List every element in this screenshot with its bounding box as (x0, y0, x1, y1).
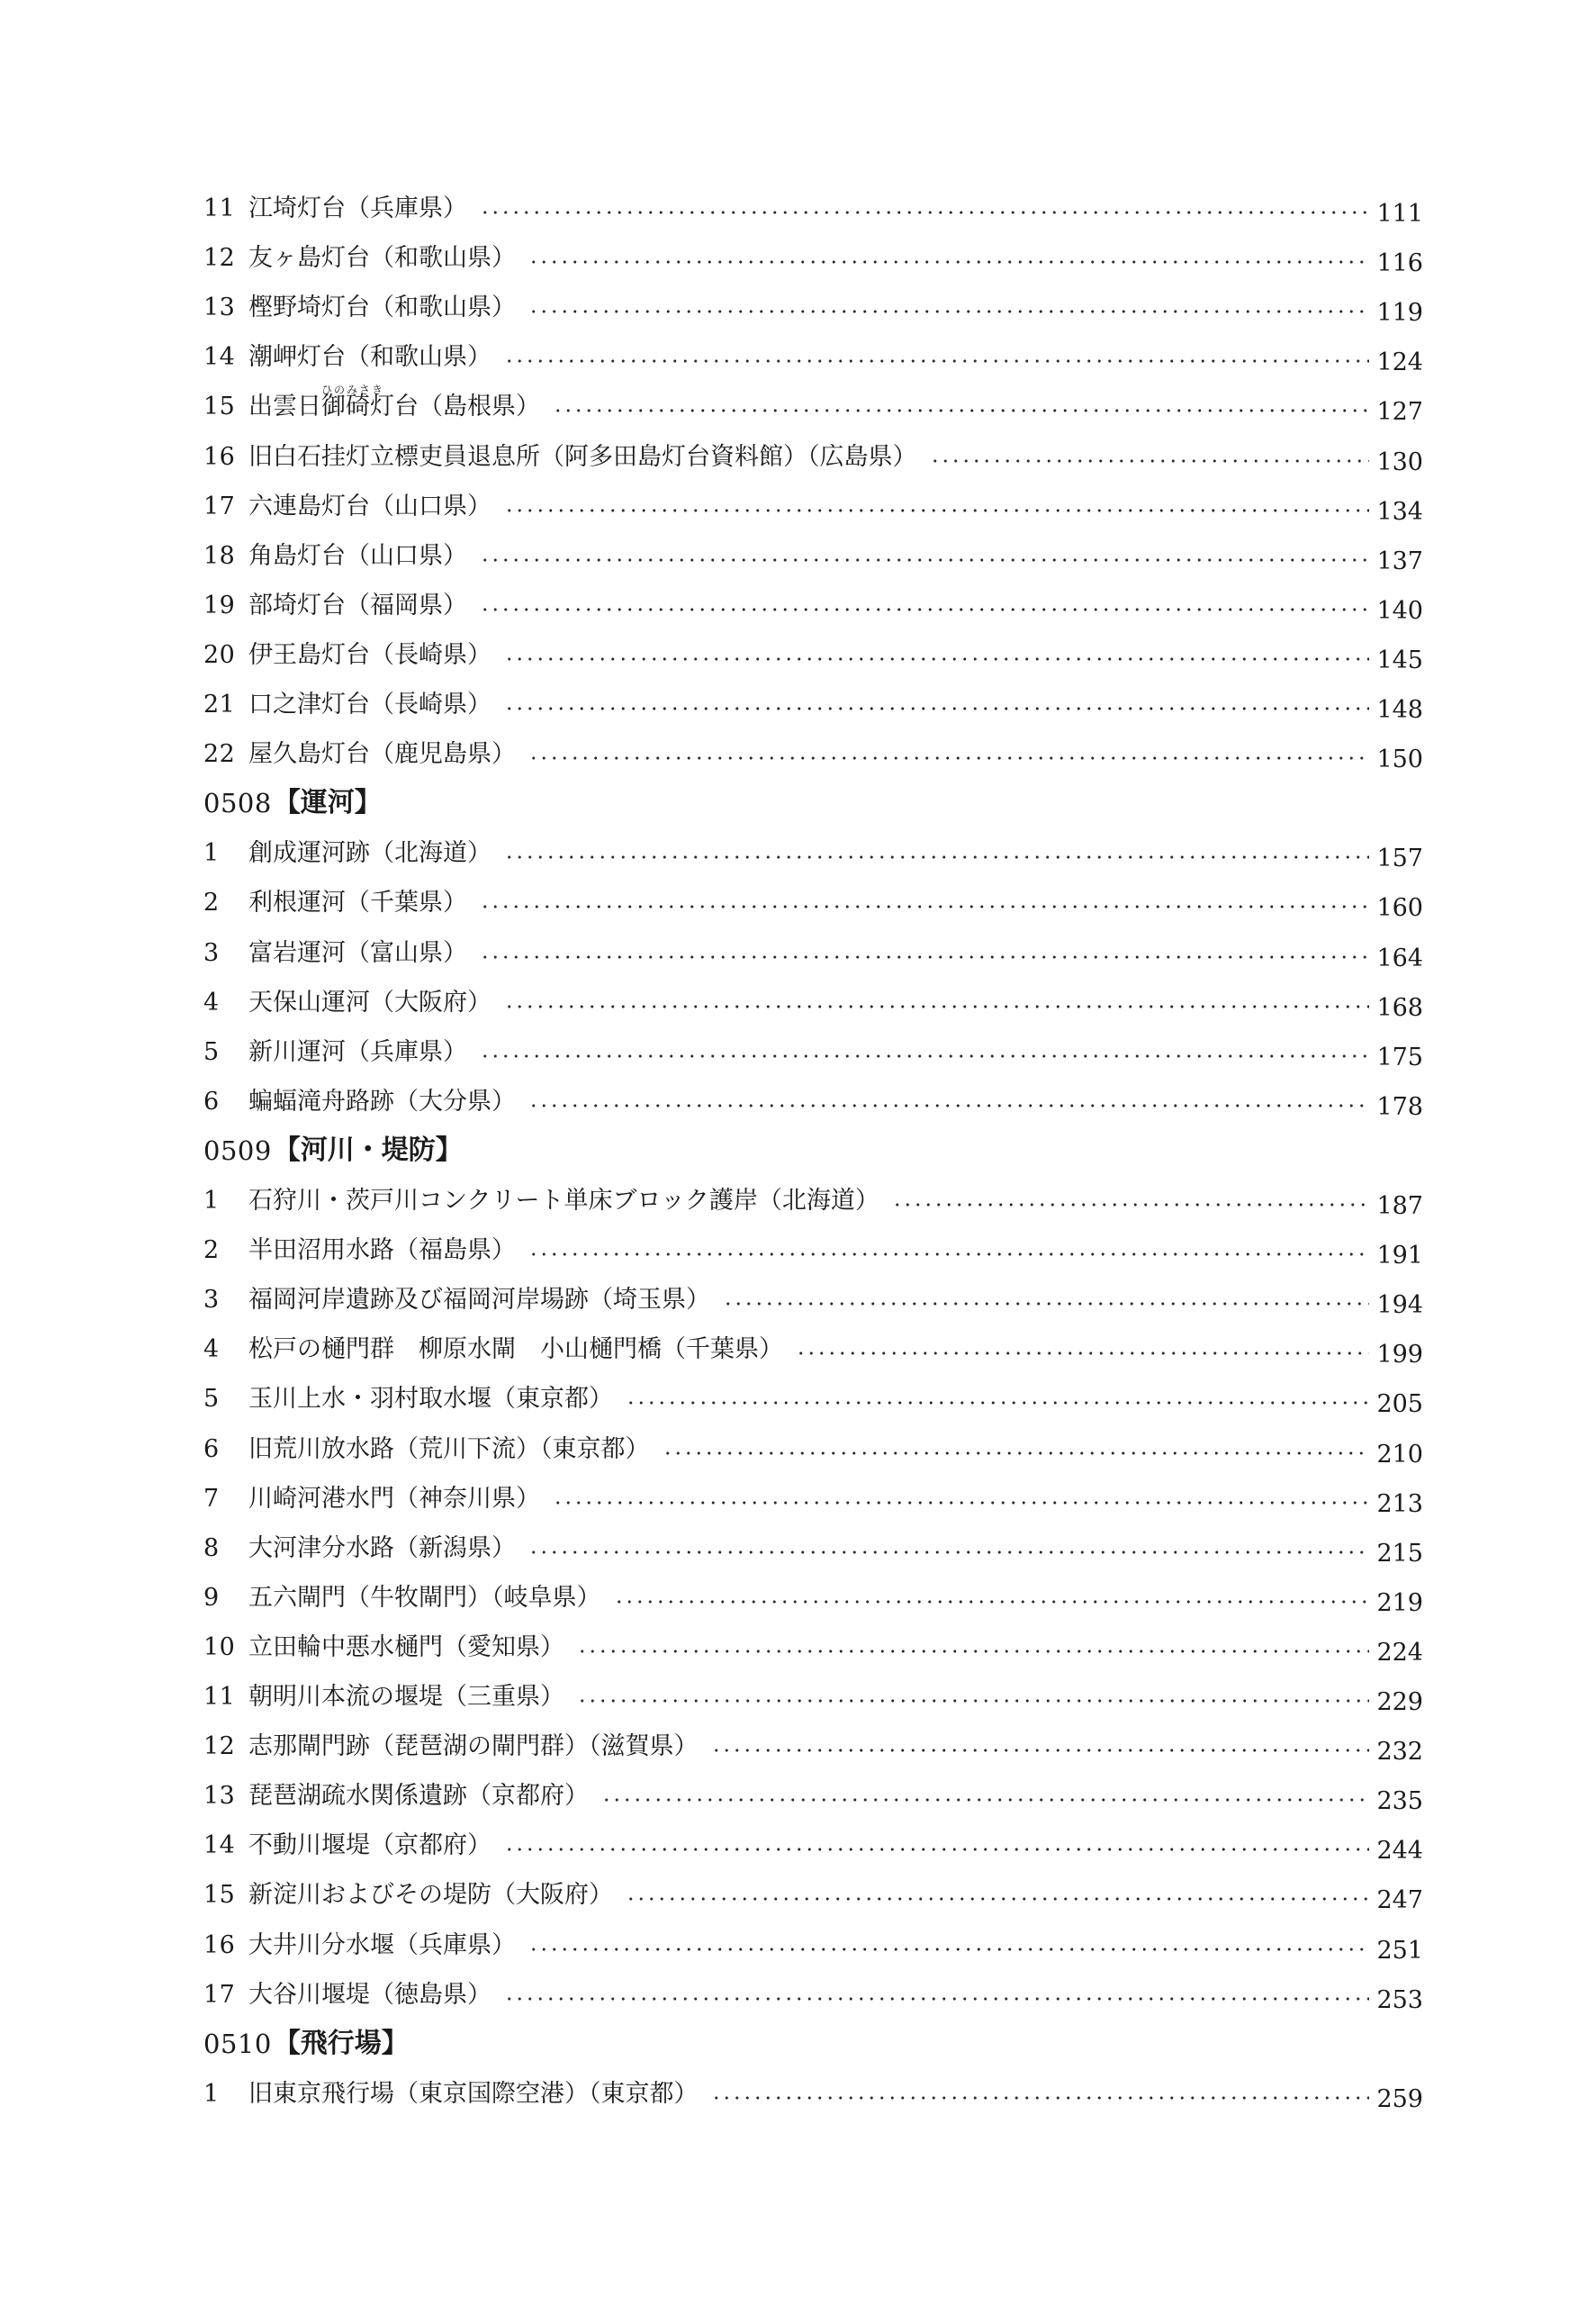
dot-leader (504, 358, 1369, 364)
entry-page-number: 160 (1376, 894, 1423, 923)
toc-entry[interactable] (203, 528, 1423, 575)
entry-number: 3 (203, 938, 220, 967)
entry-page-number: 213 (1376, 1489, 1423, 1518)
entry-number: 13 (203, 294, 236, 322)
entry-title: 富岩運河（富山県） (248, 938, 467, 967)
entry-number: 15 (203, 393, 236, 421)
dot-leader (504, 656, 1369, 662)
dot-leader (480, 1053, 1369, 1059)
toc-entry[interactable] (203, 1271, 1423, 1320)
toc-entry[interactable] (203, 1470, 1423, 1518)
toc-entry[interactable] (203, 1172, 1423, 1220)
entry-page-number: 229 (1376, 1688, 1423, 1716)
entry-page-number: 244 (1376, 1837, 1423, 1866)
entry-page-number: 253 (1376, 1985, 1423, 2014)
dot-leader (711, 2095, 1370, 2101)
entry-title (248, 384, 540, 421)
toc-entry[interactable] (203, 478, 1423, 526)
dot-leader (553, 408, 1369, 413)
entry-page-number: 199 (1376, 1341, 1423, 1369)
dot-leader (528, 755, 1369, 761)
toc-entry[interactable] (203, 874, 1423, 923)
entry-title: 大井川分水堰（兵庫県） (248, 1930, 516, 1959)
section-code: 0508 (203, 788, 272, 819)
entry-page-number: 130 (1376, 447, 1423, 476)
dot-leader (480, 954, 1369, 960)
entry-title: 創成運河跡（北海道） (248, 839, 491, 868)
entry-number: 16 (203, 442, 236, 471)
dot-leader (480, 904, 1369, 909)
entry-number: 5 (203, 1037, 220, 1066)
dot-leader (528, 259, 1369, 265)
dot-leader (504, 1847, 1369, 1852)
entry-number: 12 (203, 1732, 236, 1761)
entry-title: 旧荒川放水路（荒川下流）（東京都） (248, 1434, 650, 1463)
toc-entry[interactable] (203, 1370, 1423, 1419)
entry-number: 4 (203, 988, 220, 1017)
dot-leader (723, 1301, 1369, 1306)
dot-leader (663, 1451, 1370, 1456)
entry-page-number: 215 (1376, 1539, 1423, 1568)
dot-leader (577, 1698, 1369, 1704)
toc-entry[interactable] (203, 1222, 1423, 1270)
entry-page-number: 219 (1376, 1588, 1423, 1617)
toc-entry[interactable] (203, 1817, 1423, 1866)
entry-title: 石狩川・茨戸川コンクリート単床ブロック護岸（北海道） (248, 1187, 879, 1215)
dot-leader (480, 607, 1369, 612)
entry-title: 六連島灯台（山口県） (248, 492, 491, 520)
toc-entry[interactable] (203, 1966, 1423, 2014)
entry-title: 半田沼用水路（福島県） (248, 1236, 516, 1265)
toc-entry[interactable] (203, 577, 1423, 625)
section-label: 【運河】 (273, 787, 382, 819)
entry-page-number: 178 (1376, 1092, 1423, 1121)
entry-title: 福岡河岸遺跡及び福岡河岸場跡（埼玉県） (248, 1286, 710, 1315)
dot-leader (528, 309, 1369, 314)
entry-title: 新川運河（兵庫県） (248, 1037, 467, 1066)
toc-entry[interactable] (203, 1767, 1423, 1816)
toc-entry[interactable] (203, 230, 1423, 278)
entry-page-number: 194 (1376, 1291, 1423, 1320)
entry-page-number: 164 (1376, 944, 1423, 972)
dot-leader (504, 706, 1369, 711)
toc-entry[interactable] (203, 925, 1423, 972)
toc-entry[interactable] (203, 676, 1423, 724)
entry-page-number: 150 (1376, 746, 1423, 774)
toc-entry[interactable] (203, 1619, 1423, 1667)
entry-title: 志那閘門跡（琵琶湖の閘門群）（滋賀県） (248, 1732, 699, 1761)
section-label: 【河川・堤防】 (273, 1134, 463, 1166)
entry-page-number: 259 (1376, 2084, 1423, 2113)
toc-entry[interactable] (203, 1024, 1423, 1071)
entry-number: 15 (203, 1881, 236, 1910)
entry-page-number: 224 (1376, 1638, 1423, 1667)
entry-number: 5 (203, 1385, 220, 1414)
section-code: 0509 (203, 1134, 272, 1166)
entry-number: 11 (203, 194, 236, 222)
dot-leader (528, 1103, 1369, 1108)
section-heading (203, 775, 382, 818)
entry-number: 8 (203, 1533, 220, 1562)
dot-leader (504, 1004, 1369, 1009)
dot-leader (601, 1797, 1369, 1803)
entry-page-number: 124 (1376, 348, 1423, 377)
entry-title: 潮岬灯台（和歌山県） (248, 343, 491, 372)
entry-title: 旧東京飛行場（東京国際空港）（東京都） (248, 2079, 699, 2108)
entry-page-number: 127 (1376, 398, 1423, 427)
entry-title: 樫野埼灯台（和歌山県） (248, 294, 516, 322)
dot-leader (796, 1351, 1369, 1356)
entry-page-number: 137 (1376, 547, 1423, 575)
entry-title: 旧白石挂灯立標吏員退息所（阿多田島灯台資料館）（広島県） (248, 442, 917, 471)
toc-entry[interactable] (203, 1718, 1423, 1767)
entry-number: 18 (203, 541, 236, 570)
toc-entry[interactable] (203, 627, 1423, 674)
entry-title: 角島灯台（山口県） (248, 541, 467, 570)
entry-number: 20 (203, 640, 236, 669)
entry-page-number: 119 (1376, 299, 1423, 328)
toc-entry[interactable] (203, 429, 1423, 476)
toc-entry[interactable] (203, 2065, 1423, 2113)
entry-page-number: 145 (1376, 646, 1423, 674)
toc-entry[interactable] (203, 180, 1423, 228)
dot-leader (892, 1202, 1370, 1207)
entry-title: 朝明川本流の堰堤（三重県） (248, 1683, 564, 1711)
entry-page-number: 140 (1376, 596, 1423, 625)
entry-number: 6 (203, 1434, 220, 1463)
entry-number: 1 (203, 1187, 220, 1215)
entry-title: 不動川堰堤（京都府） (248, 1831, 491, 1860)
entry-title: 利根運河（千葉県） (248, 889, 467, 917)
entry-page-number: 251 (1376, 1936, 1423, 1965)
entry-page-number: 235 (1376, 1787, 1423, 1816)
dot-leader (577, 1649, 1369, 1654)
entry-number: 7 (203, 1484, 220, 1513)
dot-leader (626, 1896, 1369, 1902)
entry-title: 大谷川堰堤（徳島県） (248, 1980, 491, 2009)
entry-number: 16 (203, 1930, 236, 1959)
entry-page-number: 232 (1376, 1738, 1423, 1767)
entry-title: 天保山運河（大阪府） (248, 988, 491, 1017)
section-heading (203, 2016, 409, 2059)
dot-leader (504, 508, 1369, 513)
entry-page-number: 191 (1376, 1242, 1423, 1270)
section-label: 【飛行場】 (273, 2027, 409, 2059)
entry-title: 五六閘門（牛牧閘門）（岐阜県） (248, 1583, 601, 1612)
section-heading (203, 1123, 463, 1166)
entry-number: 1 (203, 2079, 220, 2108)
entry-number: 17 (203, 1980, 236, 2009)
entry-number: 10 (203, 1632, 236, 1661)
entry-title: 屋久島灯台（鹿児島県） (248, 740, 516, 769)
entry-title: 琵琶湖疏水関係遺跡（京都府） (248, 1782, 589, 1811)
entry-page-number: 247 (1376, 1886, 1423, 1915)
entry-page-number: 168 (1376, 993, 1423, 1022)
entry-title: 蝙蝠滝舟路跡（大分県） (248, 1087, 516, 1116)
dot-leader (504, 1996, 1369, 2002)
dot-leader (626, 1400, 1369, 1406)
toc-entry[interactable] (203, 279, 1423, 328)
entry-number: 21 (203, 691, 236, 719)
toc-entry[interactable] (203, 1668, 1423, 1716)
entry-number: 1 (203, 839, 220, 868)
toc-entry[interactable] (203, 974, 1423, 1022)
toc-entry[interactable] (203, 1867, 1423, 1915)
entry-number: 2 (203, 1236, 220, 1265)
ruby-base-text: 御碕 (321, 393, 370, 421)
toc-entry[interactable] (203, 1569, 1423, 1617)
entry-number: 4 (203, 1335, 220, 1364)
dot-leader (553, 1500, 1369, 1505)
ruby-reading: ひのみさき (321, 384, 385, 397)
dot-leader (614, 1599, 1370, 1604)
entry-page-number: 116 (1376, 249, 1423, 278)
entry-page-number: 187 (1376, 1192, 1423, 1220)
entry-title: 友ヶ島灯台（和歌山県） (248, 244, 516, 273)
toc-entry[interactable] (203, 1917, 1423, 1965)
entry-title: 立田輪中悪水樋門（愛知県） (248, 1632, 564, 1661)
entry-number: 3 (203, 1286, 220, 1315)
entry-title-ruby-base (321, 384, 385, 421)
section-code: 0510 (203, 2028, 272, 2059)
dot-leader (480, 557, 1369, 563)
entry-page-number: 175 (1376, 1043, 1423, 1071)
toc-entry[interactable] (203, 825, 1423, 873)
entry-number: 11 (203, 1683, 236, 1711)
entry-title-part: 出雲日 (248, 393, 321, 421)
entry-number: 2 (203, 889, 220, 917)
entry-number: 14 (203, 343, 236, 372)
entry-title: 川崎河港水門（神奈川県） (248, 1484, 540, 1513)
entry-page-number: 157 (1376, 845, 1423, 873)
toc-entry[interactable] (203, 1073, 1423, 1121)
toc-entry[interactable] (203, 1421, 1423, 1469)
entry-title: 松戸の樋門群 柳原水閘 小山樋門橋（千葉県） (248, 1335, 783, 1364)
entry-number: 14 (203, 1831, 236, 1860)
dot-leader (528, 1947, 1369, 1952)
entry-page-number: 111 (1376, 200, 1423, 228)
entry-title: 口之津灯台（長崎県） (248, 691, 491, 719)
dot-leader (930, 458, 1370, 464)
toc-entry[interactable] (203, 726, 1423, 774)
entry-number: 13 (203, 1782, 236, 1811)
entry-title: 大河津分水路（新潟県） (248, 1533, 516, 1562)
entry-number: 19 (203, 591, 236, 619)
dot-leader (528, 1550, 1369, 1555)
toc-entry[interactable] (203, 1321, 1423, 1369)
toc-entry[interactable] (203, 329, 1423, 377)
entry-title: 部埼灯台（福岡県） (248, 591, 467, 619)
entry-number: 9 (203, 1583, 220, 1612)
dot-leader (528, 1252, 1369, 1257)
dot-leader (711, 1748, 1370, 1753)
entry-title: 伊王島灯台（長崎県） (248, 640, 491, 669)
dot-leader (504, 854, 1369, 860)
dot-leader (480, 210, 1369, 215)
entry-page-number: 210 (1376, 1440, 1423, 1469)
entry-page-number: 134 (1376, 497, 1423, 526)
entry-page-number: 148 (1376, 696, 1423, 724)
toc-entry[interactable] (203, 378, 1423, 427)
entry-number: 6 (203, 1087, 220, 1116)
entry-title-part: 灯台（島根県） (370, 393, 540, 421)
toc-entry[interactable] (203, 1520, 1423, 1568)
entry-number: 22 (203, 740, 236, 769)
entry-number: 17 (203, 492, 236, 520)
entry-title: 玉川上水・羽村取水堰（東京都） (248, 1385, 613, 1414)
entry-page-number: 205 (1376, 1390, 1423, 1419)
entry-title: 江埼灯台（兵庫県） (248, 194, 467, 222)
entry-title: 新淀川およびその堤防（大阪府） (248, 1881, 613, 1910)
entry-number: 12 (203, 244, 236, 273)
